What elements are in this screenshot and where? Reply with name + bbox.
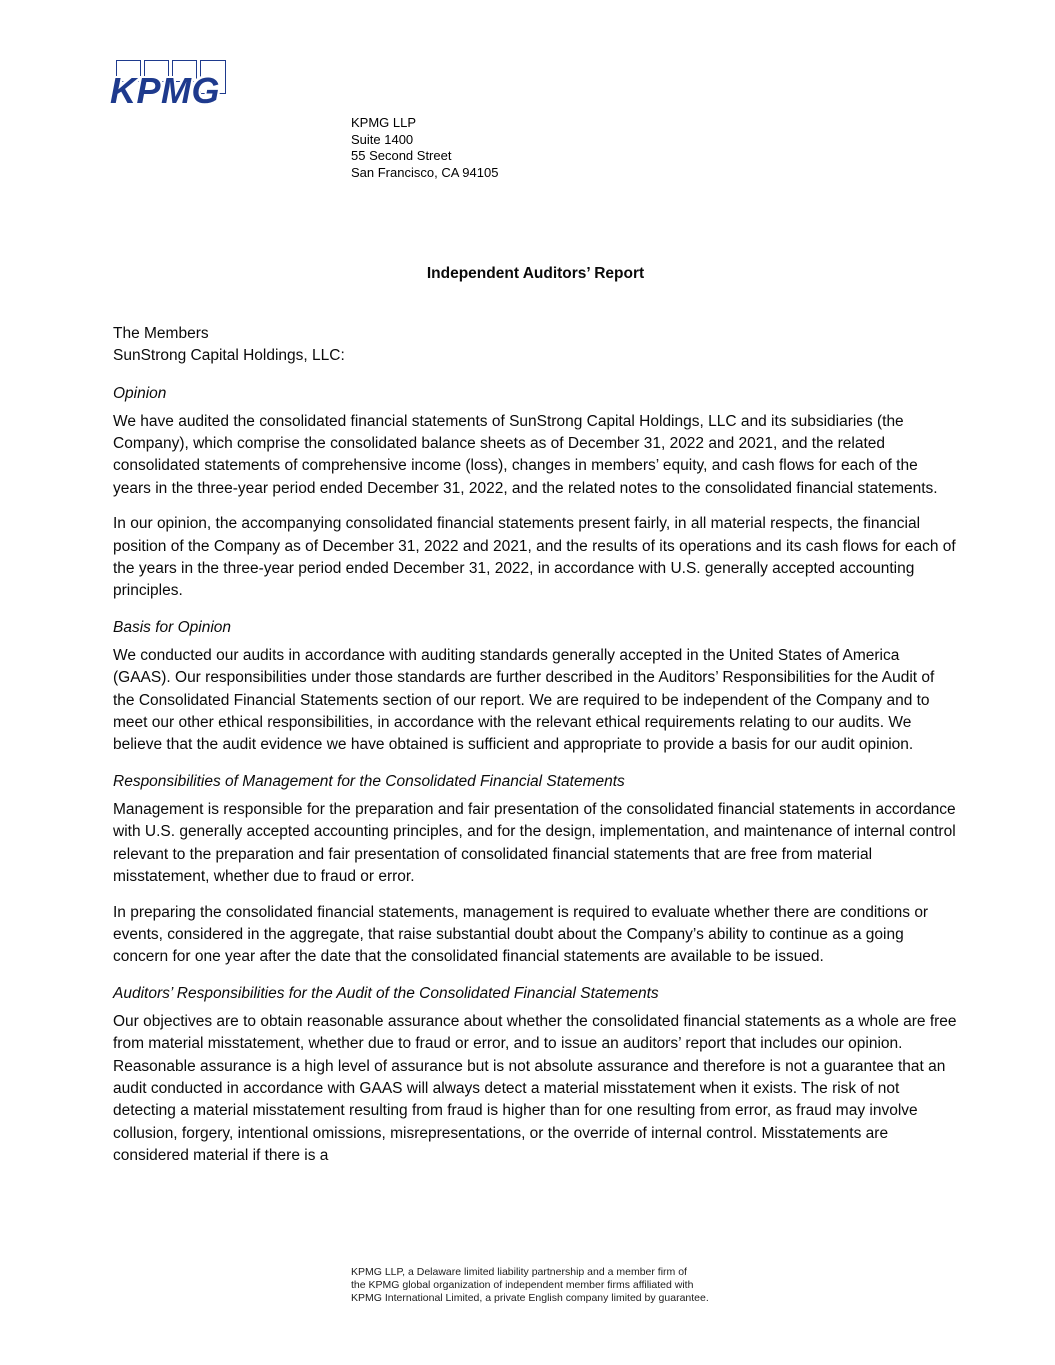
paragraph: In our opinion, the accompanying consolidated financial statements present fairly, in all material respects, the financial position of the Company as of December 31, 2022 and 2021, and the results of its operations and its cash flows for each of the years in the three-year period ended December 31, 2022, in accordance with U.S. generally accepted accounting principles.: [113, 515, 956, 600]
footer-disclaimer: [351, 1266, 709, 1305]
paragraph: We have audited the consolidated financial statements of SunStrong Capital Holdings, LLC and its subsidiaries (the Company), which comprise the consolidated balance sheets as of December 31, 2022 and 2021, and the related consolidated statements of comprehensive income (loss), changes in members’ equity, and cash flows for each of the years in the three-year period ended December 31, 2022, and the related notes to the consolidated financial statements.: [113, 412, 938, 497]
section-heading: Basis for Opinion: [113, 618, 232, 636]
section-heading: Opinion: [113, 384, 167, 402]
footer-line: KPMG LLP, a Delaware limited liability partnership and a member firm of: [351, 1266, 687, 1278]
paragraph: Management is responsible for the preparation and fair presentation of the consolidated financial statements in accordance with U.S. generally accepted accounting principles, and for the design, implementation, and maintenance of internal control relevant to the preparation and fair presentation of consolidated financial statements that are free from material misstatement, whether due to fraud or error.: [113, 800, 956, 886]
footer-line: the KPMG global organization of independent member firms affiliated with: [351, 1279, 694, 1291]
report-title: Independent Auditors’ Report: [426, 265, 645, 282]
paragraph: Our objectives are to obtain reasonable assurance about whether the consolidated financial statements as a whole are free from material misstatement, whether due to fraud or error, and to issue an auditors’ report that includes our opinion. Reasonable assurance is a high level of assurance but is not absolute assurance and therefore is not a guarantee that an audit conducted in accordance with GAAS will always detect a material misstatement when it exists. The risk of not detecting a material misstatement resulting from fraud is higher than for one resulting from error, as fraud may involve collusion, forgery, intentional omissions, misrepresentations, or the override of internal control. Misstatements are considered material if there is a: [113, 1012, 957, 1165]
addressee-line: The Members: [113, 325, 209, 342]
address-line: San Francisco, CA 94105: [351, 164, 499, 180]
section-basis-for-opinion: [113, 617, 958, 757]
section-heading: Responsibilities of Management for the Consolidated Financial Statements: [113, 772, 625, 790]
section-heading: Auditors’ Responsibilities for the Audit of the Consolidated Financial Statements: [113, 984, 659, 1002]
footer-line: KPMG International Limited, a private English company limited by guarantee.: [351, 1292, 709, 1304]
paragraph: We conducted our audits in accordance with auditing standards generally accepted in the United States of America (GAAS). Our responsibilities under those standards are further described in the Auditors’ Responsibilities for the Audit of the Consolidated Financial Statements section of our report. We are required to be independent of the Company and to meet our other ethical responsibilities, in accordance with the relevant ethical requirements relating to our audits. We believe that the audit evidence we have obtained is sufficient and appropriate to provide a basis for our audit opinion.: [113, 646, 935, 754]
addressee-block: [113, 323, 958, 367]
address-line: 55 Second Street: [351, 148, 452, 163]
letter-content: [113, 0, 958, 1168]
section-auditors-responsibilities: [113, 983, 958, 1168]
paragraph: In preparing the consolidated financial statements, management is required to evaluate whether there are conditions or events, considered in the aggregate, that raise substantial doubt about the Company’s ability to continue as a going concern for one year after the date that the consolidated financial statements are available to be issued.: [113, 903, 929, 966]
kpmg-wordmark: KPMG: [110, 70, 220, 111]
section-opinion: [113, 383, 958, 603]
section-management-responsibilities: [113, 771, 958, 969]
address-line: KPMG LLP: [351, 115, 417, 130]
address-line: Suite 1400: [351, 131, 414, 147]
addressee-line: SunStrong Capital Holdings, LLC:: [113, 346, 345, 364]
